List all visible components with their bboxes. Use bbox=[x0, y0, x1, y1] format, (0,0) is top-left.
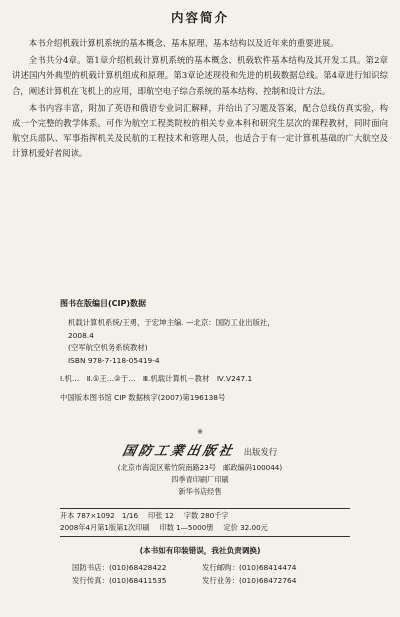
printer-name: 四季青印刷厂印刷 bbox=[171, 475, 229, 484]
cip-block bbox=[60, 317, 380, 405]
cip-heading: 图书在版编目(CIP)数据 bbox=[60, 299, 147, 308]
contact-bookstore: 国防书店：(010)68428422 bbox=[72, 563, 167, 572]
specs-row bbox=[60, 522, 350, 534]
contact-row bbox=[72, 574, 362, 587]
intro-paragraph: 本书内容丰富，附加了英语和俄语专业词汇解释，并给出了习题及答案，配合总线仿真实验，构成一个完整的教学体系。可作为航空工程类院校的相关专业本科和研究生层次的课程教材，同时面向航空兵部队、军事指挥机关及民航的工程技术和管理人员，也适合于有一定计算机基础的广大航空及计算机爱好者阅读。 bbox=[12, 102, 388, 159]
cip-series: (空军航空机务系统教材) bbox=[68, 343, 148, 353]
separator-mark: ※ bbox=[197, 428, 203, 436]
top-rule bbox=[60, 508, 350, 509]
publisher-line bbox=[0, 440, 400, 459]
spec-edition: 2008年4月第1版第1次印刷 bbox=[60, 523, 150, 532]
cip-isbn: ISBN 978-7-118-05419-4 bbox=[68, 355, 160, 365]
contact-list bbox=[72, 561, 362, 588]
intro-paragraph: 本书介绍机载计算机系统的基本概念、基本原理、基本结构以及近年来的重要进展。 bbox=[28, 38, 339, 48]
spec-format: 开本 787×1092 1/16 bbox=[60, 511, 139, 520]
cip-classification: Ⅰ.机… Ⅱ.①王…②于… Ⅲ.机载计算机－教材 Ⅳ.V247.1 bbox=[60, 374, 253, 384]
contact-fax: 发行传真：(010)68411535 bbox=[72, 576, 167, 586]
distributor-name: 新华书店经售 bbox=[178, 487, 222, 496]
publisher-logo: 国防工業出版社 bbox=[120, 444, 236, 459]
spec-sheets: 印张 12 bbox=[148, 511, 174, 520]
publisher-suffix: 出版发行 bbox=[243, 447, 278, 457]
publisher-address: (北京市海淀区紫竹院南路23号 邮政编码100044) bbox=[117, 463, 283, 472]
intro-title: 内容简介 bbox=[170, 10, 229, 25]
contact-sales: 发行业务：(010)68472764 bbox=[202, 576, 297, 586]
spec-price: 定价 32.00元 bbox=[223, 523, 268, 532]
bottom-rule bbox=[60, 536, 350, 537]
spec-print-run: 印数 1—5000册 bbox=[159, 523, 214, 532]
book-specs bbox=[60, 510, 350, 534]
contact-row bbox=[72, 561, 362, 574]
cip-entry-date: 2008.4 bbox=[68, 330, 94, 340]
specs-row bbox=[60, 510, 350, 522]
intro-paragraph: 全书共分4章。第1章介绍机载计算机系统的基本概念、机载软件基本结构及其开发工具。第2章讲述国内外典型的机载计算机组成和原理。第3章论述现役和先进的机载数据总线。第4章进行知识综合，阐述计算机在飞机上的应用，即航空电子综合系统的基本结构、控制和设计方法。 bbox=[12, 55, 388, 96]
replacement-notice: (本书如有印装错误，我社负责调换) bbox=[139, 546, 261, 555]
publisher-details bbox=[0, 462, 400, 498]
cip-number: 中国版本图书馆 CIP 数据核字(2007)第196138号 bbox=[60, 392, 226, 402]
spec-words: 字数 280千字 bbox=[183, 511, 229, 520]
cip-entry-line: 机载计算机系统/王勇，于宏坤主编. —北京：国防工业出版社， bbox=[68, 318, 275, 327]
intro-body bbox=[12, 36, 388, 164]
contact-mail-order: 发行邮购：(010)68414474 bbox=[202, 563, 297, 572]
